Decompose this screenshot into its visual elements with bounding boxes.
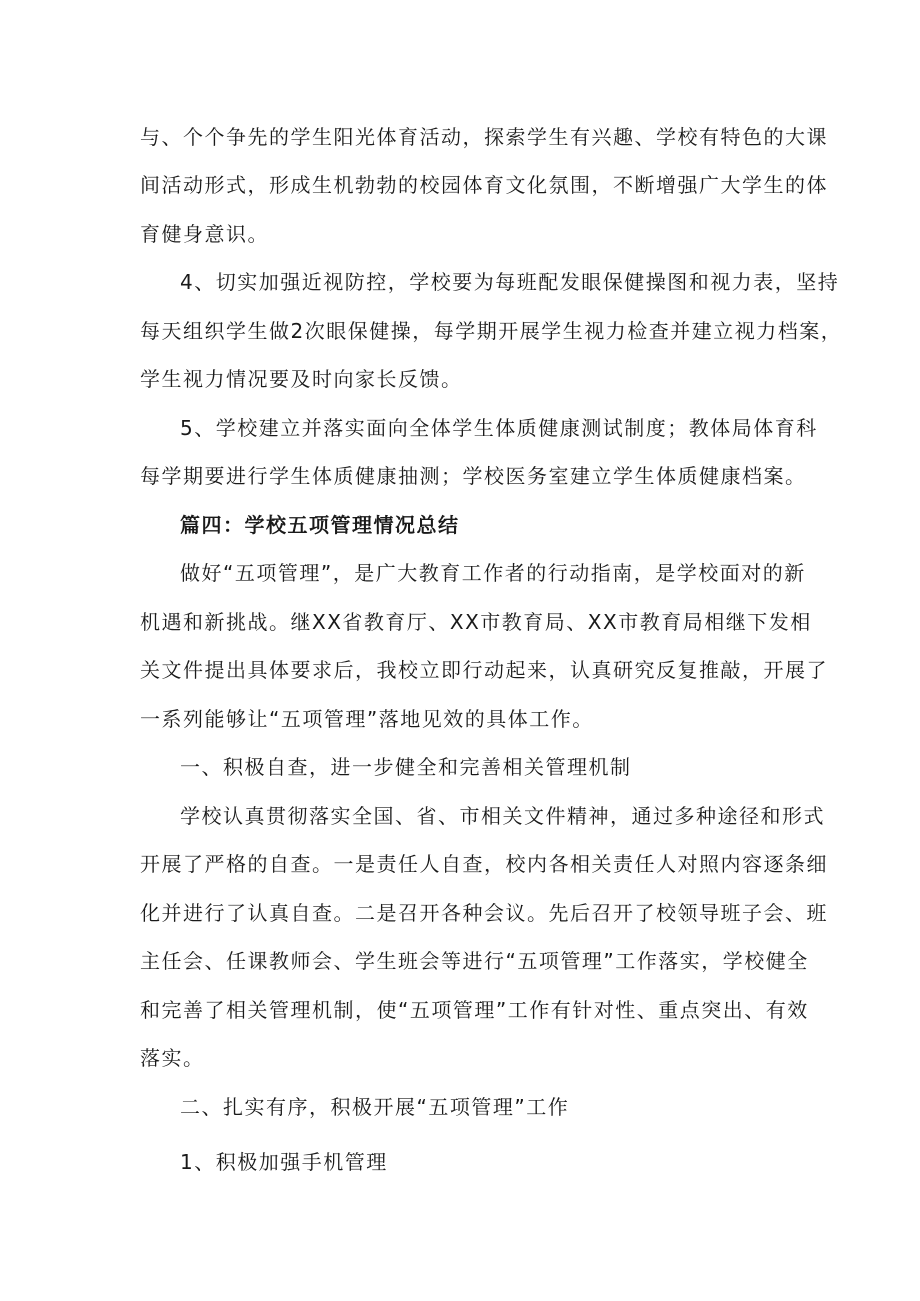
paragraph-line: 一系列能够让“五项管理”落地见效的具体工作。 <box>140 707 594 731</box>
paragraph-line: 学校认真贯彻落实全国、省、市相关文件精神，通过多种途径和形式 <box>180 804 825 828</box>
paragraph-line: 关文件提出具体要求后，我校立即行动起来，认真研究反复推敲，开展了 <box>140 658 828 682</box>
paragraph-line: 开展了严格的自查。一是责任人自查，校内各相关责任人对照内容逐条细 <box>140 852 828 876</box>
paragraph-line: 育健身意识。 <box>140 222 269 246</box>
paragraph-line: 落实。 <box>140 1046 205 1070</box>
paragraph-line: 化并进行了认真自查。二是召开各种会议。先后召开了校领导班子会、班 <box>140 901 828 925</box>
subsection-heading: 二、扎实有序，积极开展“五项管理”工作 <box>180 1095 570 1119</box>
paragraph-line: 间活动形式，形成生机勃勃的校园体育文化氛围，不断增强广大学生的体 <box>140 173 828 197</box>
subsection-heading: 1、积极加强手机管理 <box>180 1150 388 1174</box>
subsection-heading: 一、积极自查，进一步健全和完善相关管理机制 <box>180 755 632 779</box>
paragraph-line: 学生视力情况要及时向家长反馈。 <box>140 367 463 391</box>
paragraph-line: 5、学校建立并落实面向全体学生体质健康测试制度；教体局体育科 <box>180 416 818 440</box>
paragraph-line: 4、切实加强近视防控，学校要为每班配发眼保健操图和视力表，坚持 <box>180 270 840 294</box>
section-heading: 篇四：学校五项管理情况总结 <box>180 513 460 537</box>
paragraph-line: 与、个个争先的学生阳光体育活动，探索学生有兴趣、学校有特色的大课 <box>140 125 828 149</box>
paragraph-line: 和完善了相关管理机制，使“五项管理”工作有针对性、重点突出、有效 <box>140 998 809 1022</box>
paragraph-line: 每学期要进行学生体质健康抽测；学校医务室建立学生体质健康档案。 <box>140 464 807 488</box>
paragraph-line: 主任会、任课教师会、学生班会等进行“五项管理”工作落实，学校健全 <box>140 949 809 973</box>
paragraph-line: 做好“五项管理”，是广大教育工作者的行动指南，是学校面对的新 <box>180 561 806 585</box>
paragraph-line: 每天组织学生做2次眼保健操，每学期开展学生视力检查并建立视力档案， <box>140 319 843 343</box>
paragraph-line: 机遇和新挑战。继XX省教育厅、XX市教育局、XX市教育局相继下发相 <box>140 610 812 634</box>
